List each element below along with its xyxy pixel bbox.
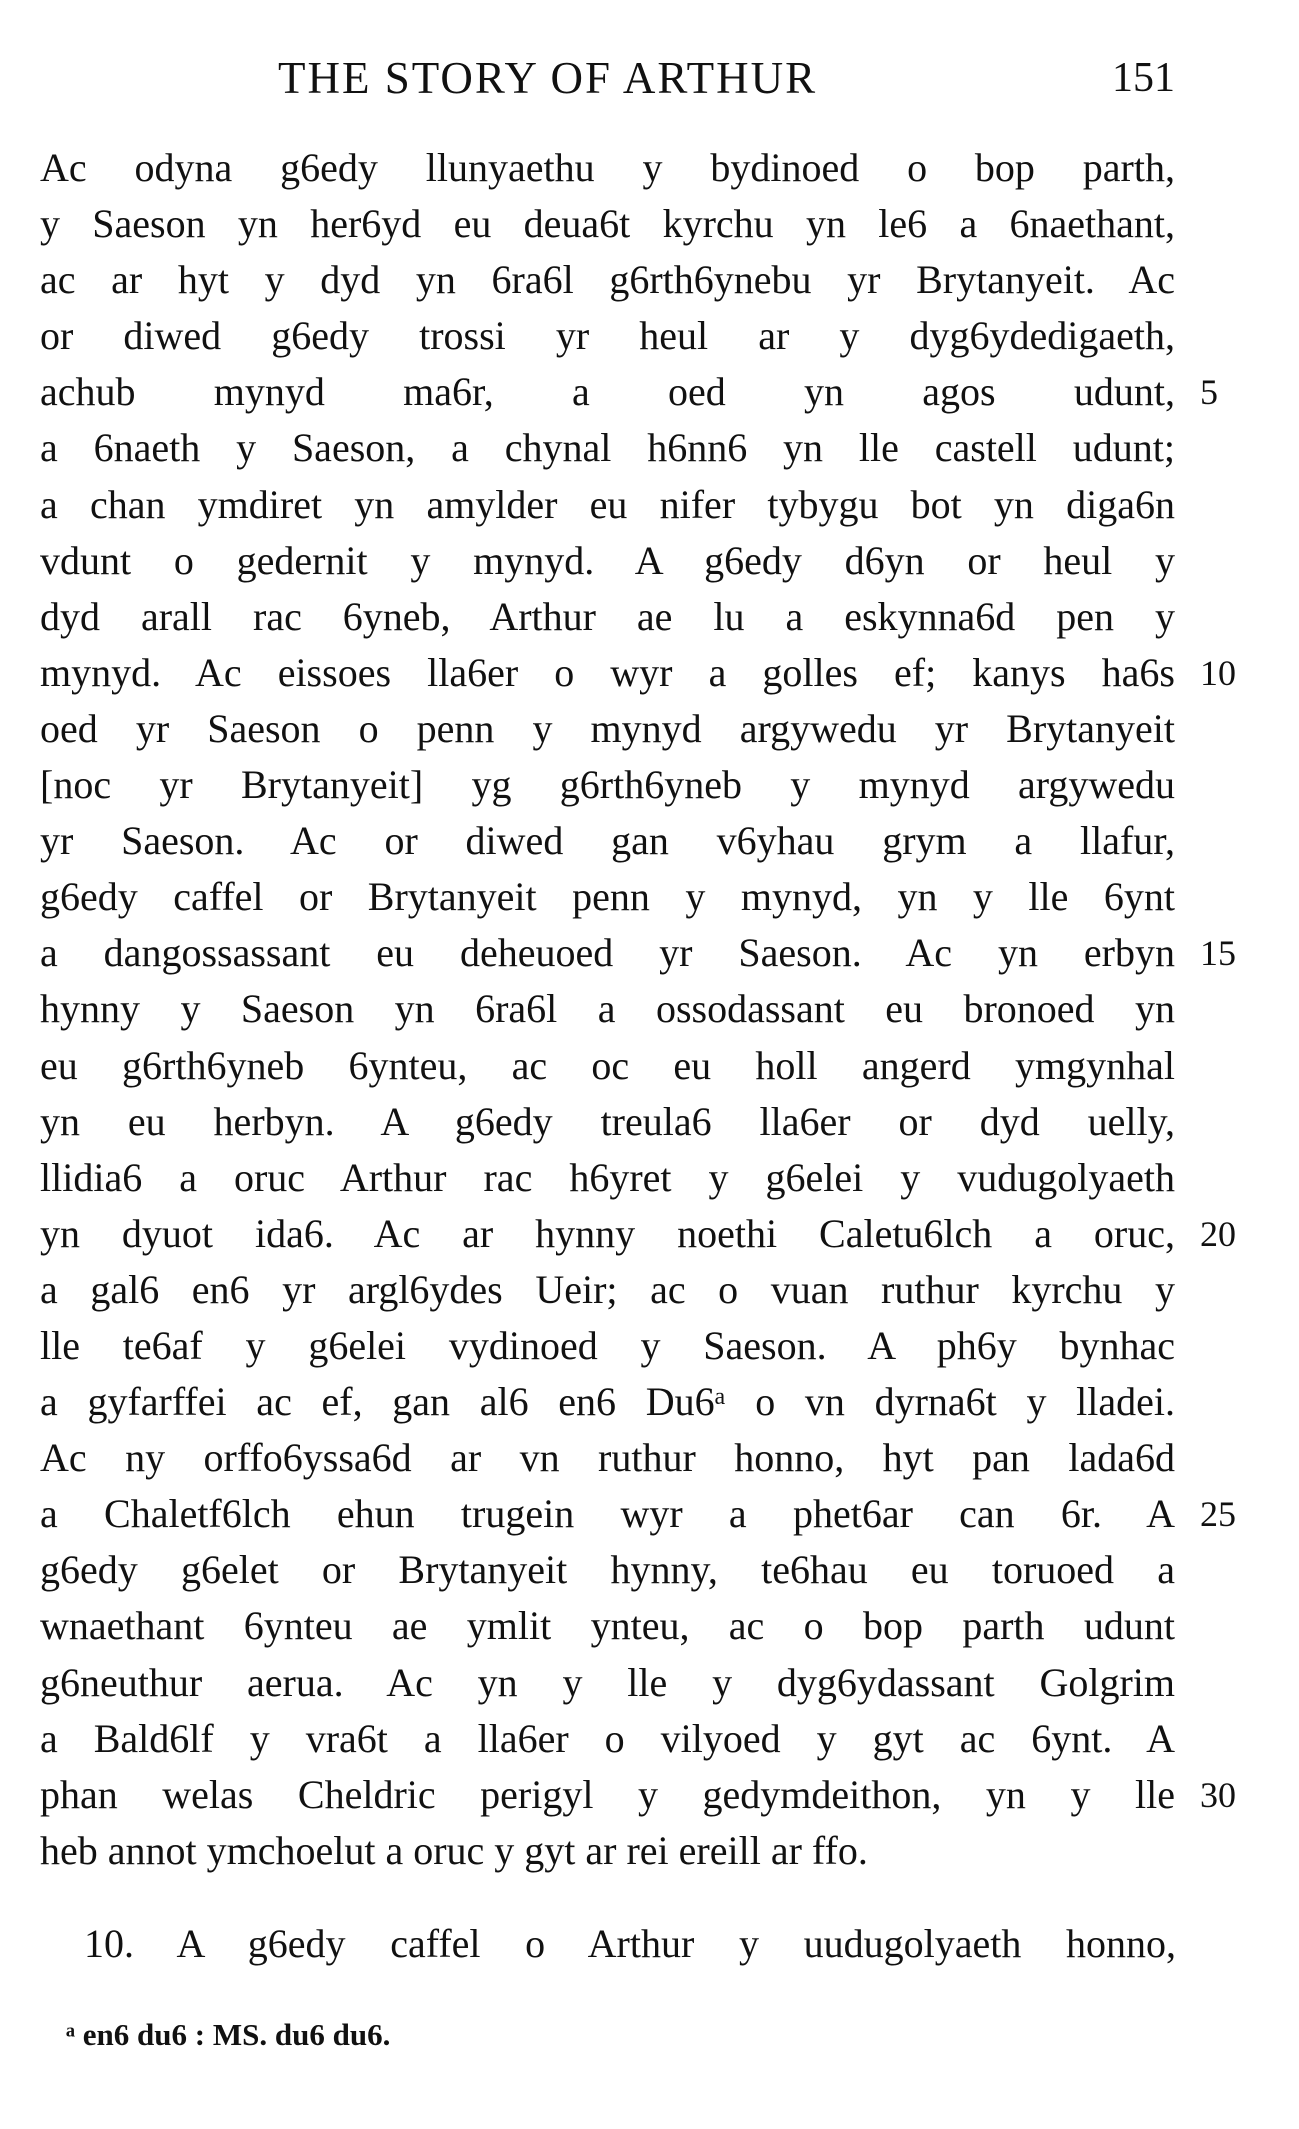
line-text: g6neuthur aerua. Ac yn y lle y dyg6ydassant Golgrim <box>40 1659 1175 1705</box>
line-number: 15 <box>1200 933 1236 974</box>
running-head <box>0 52 1299 112</box>
line-number: 10 <box>1200 652 1236 693</box>
line-text: wnaethant 6ynteu ae ymlit ynteu, ac o bop parth udunt <box>40 1603 1175 1649</box>
text-line <box>40 1823 1175 1879</box>
line-text: or diwed g6edy trossi yr heul ar y dyg6ydedigaeth, <box>40 313 1175 359</box>
text-line <box>40 757 1175 813</box>
text-line <box>40 1038 1175 1094</box>
text-line <box>40 701 1175 757</box>
line-number: 20 <box>1200 1213 1236 1254</box>
line-text: oed yr Saeson o penn y mynyd argywedu yr Brytanyeit <box>40 705 1175 751</box>
text-line <box>40 1318 1175 1374</box>
text-line <box>40 420 1175 476</box>
line-text: Ac ny orffo6yssa6d ar vn ruthur honno, hyt pan lada6d <box>40 1435 1175 1481</box>
line-text: llidia6 a oruc Arthur rac h6yret y g6elei y vudugolyaeth <box>40 1154 1175 1200</box>
text-line <box>40 589 1175 645</box>
line-text: mynyd. Ac eissoes lla6er o wyr a golles ef; kanys ha6s <box>40 649 1175 695</box>
text-line <box>40 1655 1175 1711</box>
line-text: a gal6 en6 yr argl6ydes Ueir; ac o vuan ruthur kyrchu y <box>40 1266 1175 1312</box>
text-line <box>40 981 1175 1037</box>
line-text: dyd arall rac 6yneb, Arthur ae lu a eskynna6d pen y <box>40 593 1175 639</box>
text-line <box>40 925 1236 981</box>
line-text: yn eu herbyn. A g6edy treula6 lla6er or dyd uelly, <box>40 1098 1175 1144</box>
text-line <box>40 364 1218 420</box>
text-line <box>40 252 1175 308</box>
line-number: 5 <box>1200 372 1218 413</box>
text-line <box>40 1486 1236 1542</box>
text-line <box>40 140 1175 196</box>
text-line <box>40 1542 1175 1598</box>
line-text: hynny y Saeson yn 6ra6l a ossodassant eu bronoed yn <box>40 986 1175 1032</box>
line-text: yn dyuot ida6. Ac ar hynny noethi Caletu6lch a oruc, <box>40 1210 1175 1256</box>
text-line <box>40 308 1175 364</box>
running-title: THE STORY OF ARTHUR <box>278 53 818 103</box>
line-text: g6edy caffel or Brytanyeit penn y mynyd, yn y lle 6ynt <box>40 874 1175 920</box>
line-number: 25 <box>1200 1494 1236 1535</box>
text-line <box>40 477 1175 533</box>
line-text: achub mynyd ma6r, a oed yn agos udunt, <box>40 369 1175 415</box>
line-text: a gyfarffei ac ef, gan al6 en6 Du6ᵃ o vn dyrna6t y lladei. <box>40 1379 1175 1425</box>
text-line <box>40 1430 1175 1486</box>
text-line <box>40 869 1175 925</box>
text-line <box>40 533 1175 589</box>
text-line <box>40 1711 1175 1767</box>
text-line <box>40 196 1175 252</box>
line-text: ac ar hyt y dyd yn 6ra6l g6rth6ynebu yr Brytanyeit. Ac <box>40 257 1175 303</box>
body-text <box>40 140 1236 1879</box>
line-text: vdunt o gedernit y mynyd. A g6edy d6yn or heul y <box>40 537 1175 583</box>
text-line <box>40 1598 1175 1654</box>
line-text: yr Saeson. Ac or diwed gan v6yhau grym a llafur, <box>40 818 1175 864</box>
line-text: a dangossassant eu deheuoed yr Saeson. Ac yn erbyn <box>40 930 1175 976</box>
line-text: eu g6rth6yneb 6ynteu, ac oc eu holl angerd ymgynhal <box>40 1042 1175 1088</box>
page-number: 151 <box>1112 55 1175 101</box>
text-line <box>40 1374 1175 1430</box>
line-text: a Chaletf6lch ehun trugein wyr a phet6ar can 6r. A <box>40 1491 1175 1537</box>
text-line <box>40 1262 1175 1318</box>
line-text: a 6naeth y Saeson, a chynal h6nn6 yn lle castell udunt; <box>40 425 1175 471</box>
text-line <box>40 1767 1236 1823</box>
text-line <box>40 1094 1175 1150</box>
line-text: [noc yr Brytanyeit] yg g6rth6yneb y mynyd argywedu <box>40 762 1175 808</box>
line-text: phan welas Cheldric perigyl y gedymdeithon, yn y lle <box>40 1771 1175 1817</box>
line-text: lle te6af y g6elei vydinoed y Saeson. A ph6y bynhac <box>40 1322 1175 1368</box>
line-number: 30 <box>1200 1774 1236 1815</box>
text-line <box>40 1206 1236 1262</box>
text-line <box>40 645 1236 701</box>
line-text: a chan ymdiret yn amylder eu nifer tybygu bot yn diga6n <box>40 481 1175 527</box>
line-text: a Bald6lf y vra6t a lla6er o vilyoed y gyt ac 6ynt. A <box>40 1715 1175 1761</box>
line-text: g6edy g6elet or Brytanyeit hynny, te6hau eu toruoed a <box>40 1547 1175 1593</box>
text-line <box>40 1150 1175 1206</box>
next-paragraph-line: 10. A g6edy caffel o Arthur y uudugolyaeth honno, <box>84 1921 1176 1966</box>
text-line <box>40 813 1175 869</box>
line-text: heb annot ymchoelut a oruc y gyt ar rei ereill ar ffo. <box>40 1827 868 1873</box>
footnote: ᵃ en6 du6 : MS. du6 du6. <box>66 2017 391 2052</box>
line-text: y Saeson yn her6yd eu deua6t kyrchu yn le6 a 6naethant, <box>40 201 1175 247</box>
line-text: Ac odyna g6edy llunyaethu y bydinoed o bop parth, <box>40 145 1175 190</box>
